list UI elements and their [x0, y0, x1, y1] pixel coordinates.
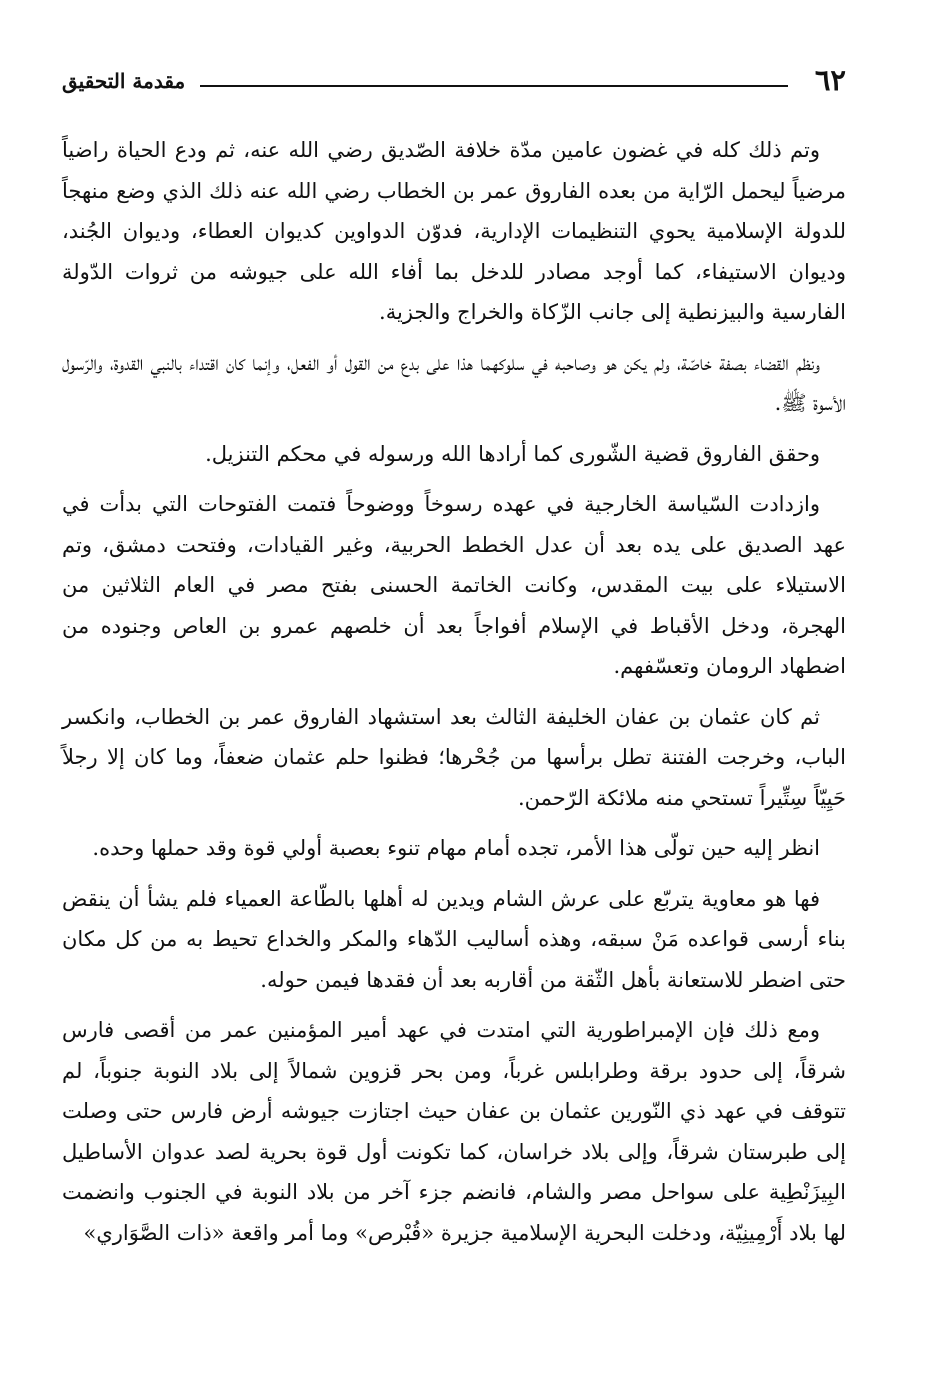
page-header [62, 60, 846, 100]
paragraph: وازدادت السّياسة الخارجية في عهده رسوخاً ووضوحاً فتمت الفتوحات التي بدأت في عهد الصديق على يده بعد أن عدل الخطط الحربية، وغير القيادات، وفتحت دمشق، وتم الاستيلاء على بيت المقدس، وكانت الخاتمة الحسنى بفتح مصر في العام الثلاثين من الهجرة، ودخل الأقباط في الإسلام أفواجاً بعد أن خلصهم عمرو بن العاص وجنوده من اضطهاد الرومان وتعسّفهم. [62, 492, 846, 678]
paragraph: ومع ذلك فإن الإمبراطورية التي امتدت في عهد أمير المؤمنين عمر من أقصى فارس شرقاً، إلى حدود برقة وطرابلس غرباً، ومن بحر قزوين شمالاً إلى بلاد النوبة جنوباً، لم تتوقف في عهد ذي النّورين عثمان بن عفان حيث اجتازت جيوشه أرض فارس حتى وصلت إلى طبرستان شرقاً، وإلى بلاد خراسان، كما تكونت أول قوة بحرية لصد عدوان الأساطيل البِيزَنْطِية على سواحل مصر والشام، فانضم جزء آخر من بلاد النوبة في الجنوب وانضمت لها بلاد أَرْمِينِيّة، ودخلت البحرية الإسلامية جزيرة «قُبْرص» وما أمر واقعة «ذات الصَّوَاري» [62, 1018, 846, 1245]
paragraph: فها هو معاوية يتربّع على عرش الشام ويدين له أهلها بالطّاعة العمياء فلم يشأ أن ينقض بناء أرسى قواعده مَنْ سبقه، وهذه أساليب الدّهاء والمكر والخداع تحيط به من كل مكان حتى اضطر للاستعانة بأهل الثّقة من أقاربه بعد أن فقدها فيمن حوله. [62, 886, 846, 992]
paragraph: وتم ذلك كله في غضون عامين مدّة خلافة الصّديق رضي الله عنه، ثم ودع الحياة راضياً مرضياً ليحمل الرّاية من بعده الفاروق عمر بن الخطاب رضي الله عنه ذلك الذي وضع منهجاً للدولة الإسلامية يحوي التنظيمات الإدارية، فدوّن الدواوين كديوان العطاء، وديوان الجُند، وديوان الاستيفاء، كما أوجد مصادر للدخل بما أفاء الله على جيوشه من ثروات الدّولة الفارسية والبيزنطية إلى جانب الزّكاة والخراج والجزية. [62, 138, 846, 324]
page-number: ٦٢ [814, 63, 846, 97]
paragraph: ونظم القضاء بصفة خاصّة، ولم يكن هو وصاحبه في سلوكهما هذا على بدع من القول أو الفعل، وإنما كان اقتداء بالنبي القدوة، والرّسول الأسوة ﷺ. [62, 350, 846, 415]
running-title: مقدمة التحقيق [62, 69, 186, 93]
paragraph: ثم كان عثمان بن عفان الخليفة الثالث بعد استشهاد الفاروق عمر بن الخطاب، وانكسر الباب، وخرجت الفتنة تطل برأسها من جُحْرها؛ فظنوا حلم عثمان ضعفاً، وما كان إلا رجلاً حَيِيّاً سِتِّيراً تستحي منه ملائكة الرّحمن. [62, 704, 846, 810]
paragraph: وحقق الفاروق قضية الشّورى كما أرادها الله ورسوله في محكم التنزيل. [205, 441, 820, 466]
paragraph: انظر إليه حين تولّى هذا الأمر، تجده أمام مهام تنوء بعصبة أولي قوة وقد حملها وحده. [92, 836, 820, 860]
body-text [62, 130, 846, 1263]
header-rule [200, 85, 788, 87]
